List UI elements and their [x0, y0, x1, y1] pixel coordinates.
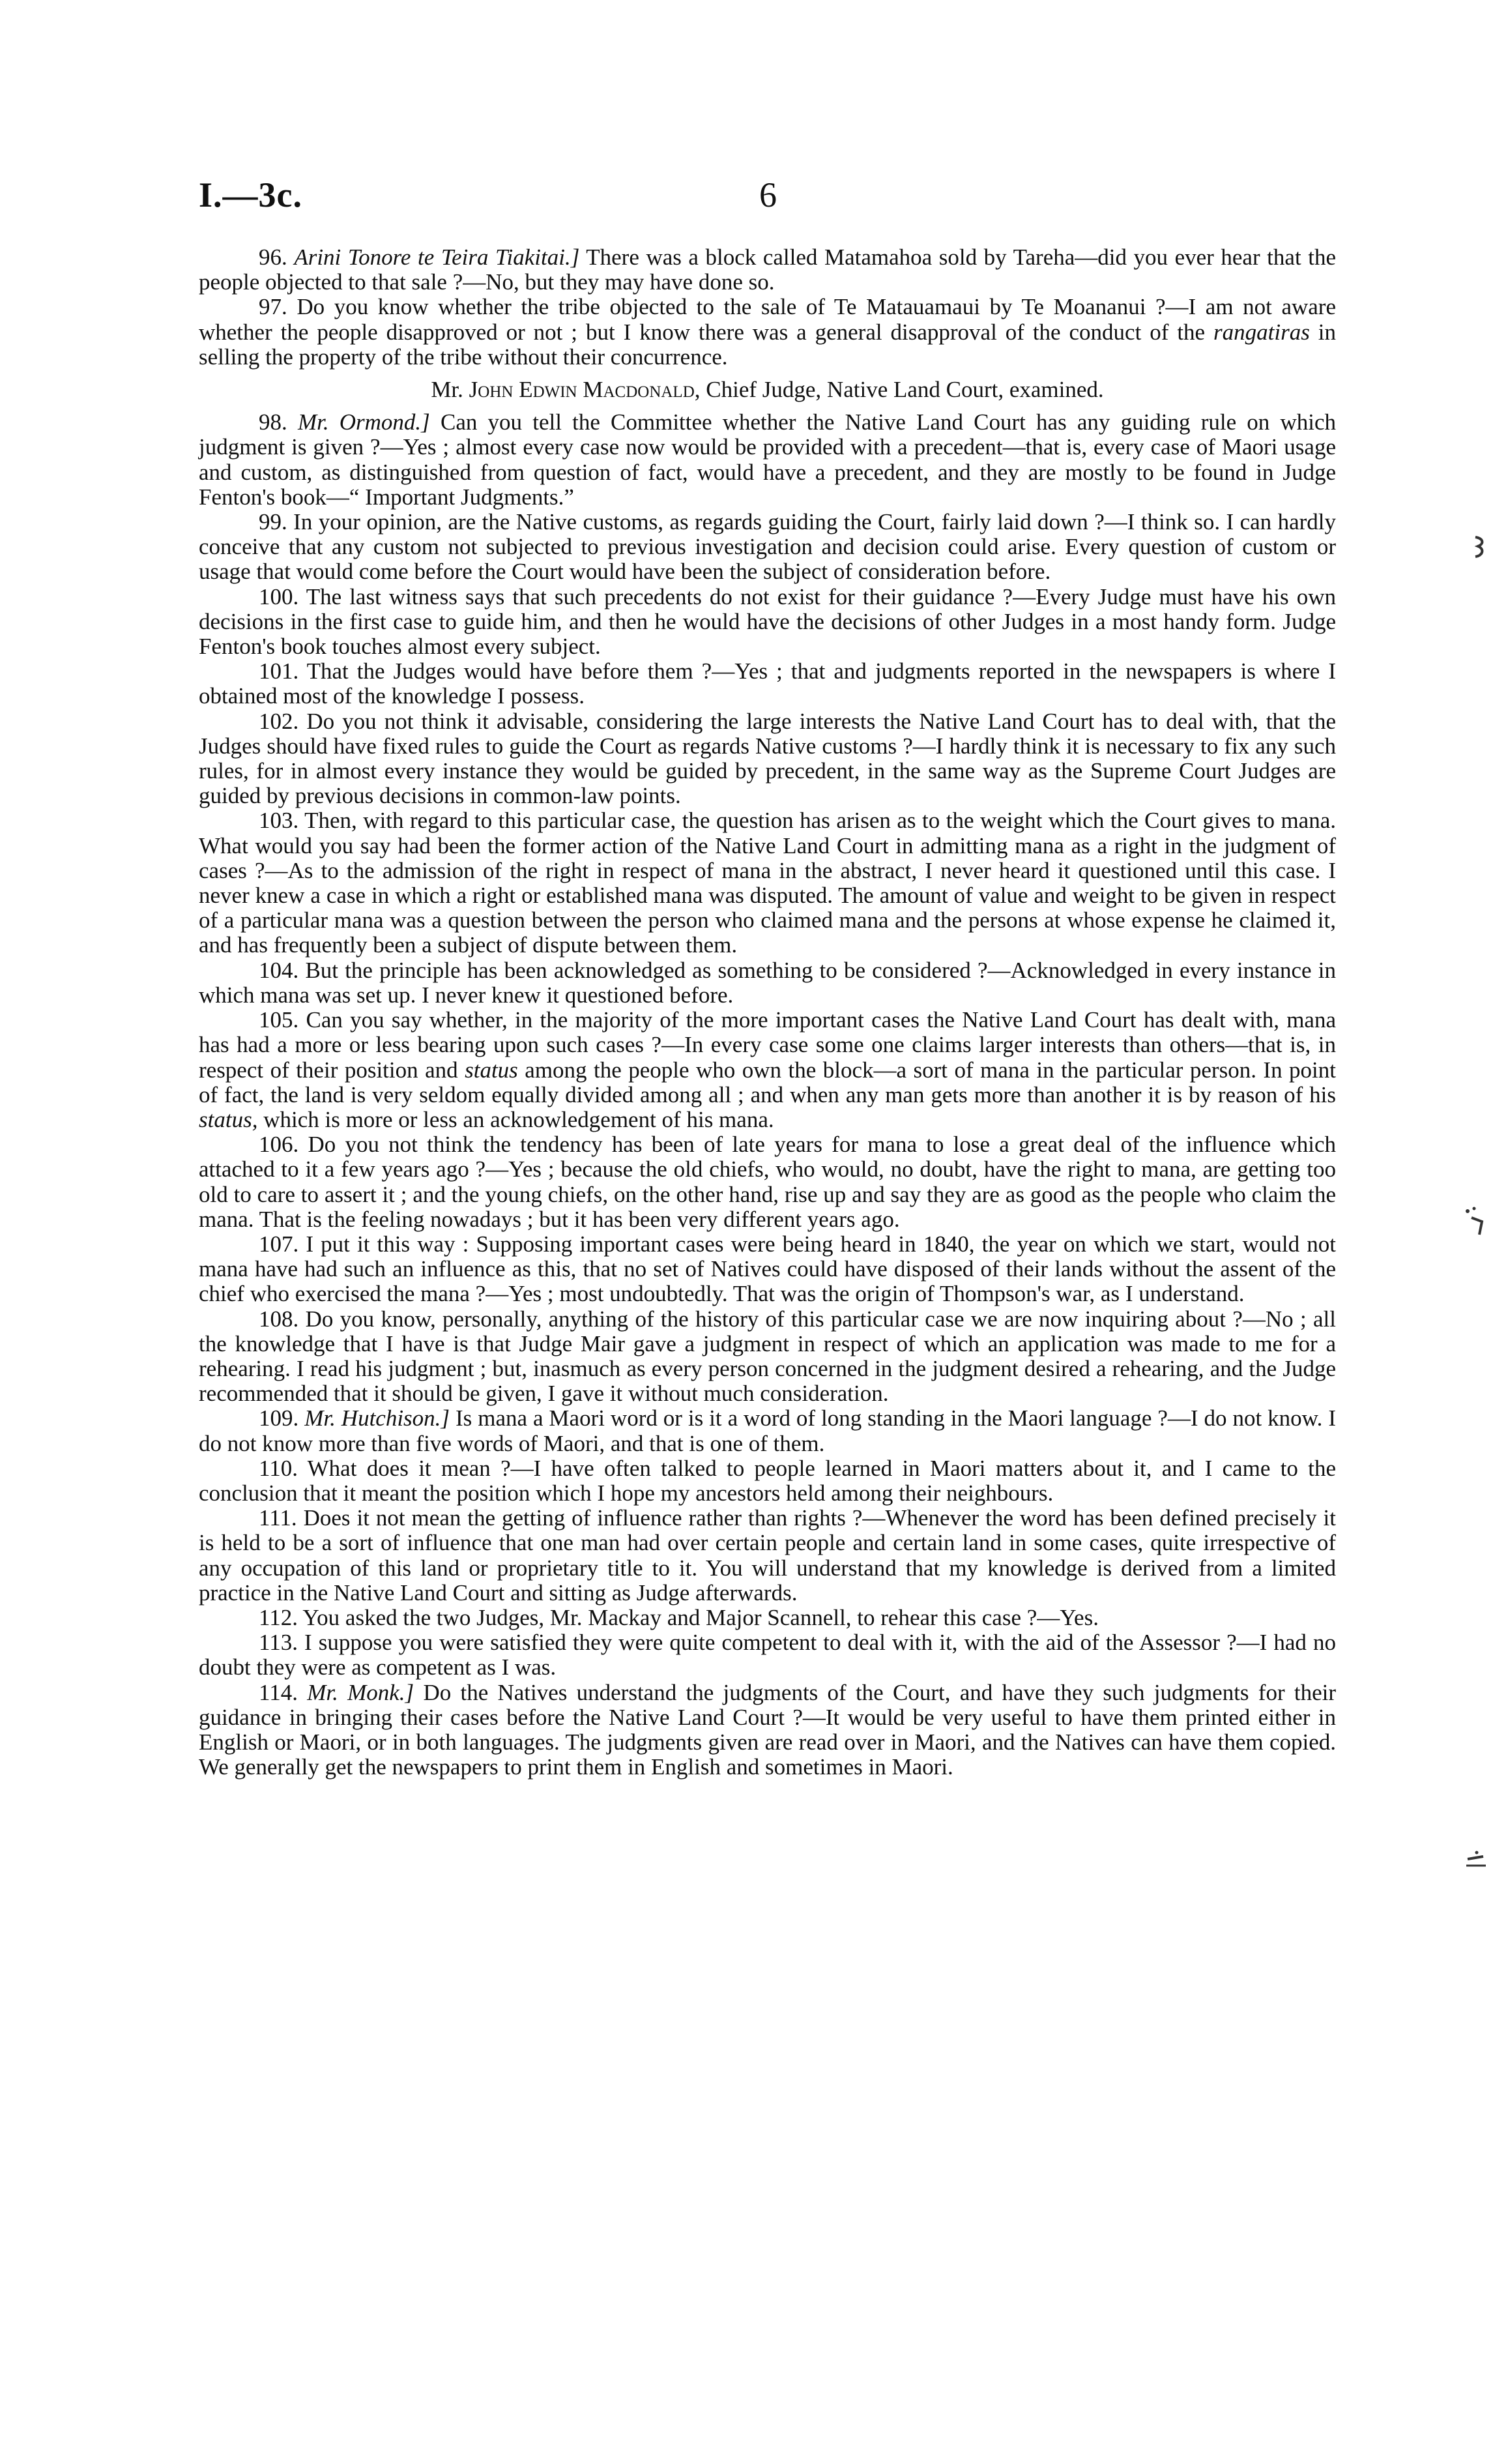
- speaker: Mr. Ormond.]: [297, 409, 430, 435]
- paragraph-text: Can you tell the Committee whether the Native Land Court has any guiding rule on which judgment is given ?—Yes ; almost every case now would be provided with a precedent—that is, every case of Maori usage and custom, as distinguished from question of fact, would have a precedent, and they are mostly to be found in Judge Fenton's book—“ Important Judgments.”: [199, 409, 1336, 510]
- question-number: 98.: [259, 409, 287, 435]
- question-number: 102.: [259, 708, 299, 734]
- question-paragraph-96: [199, 245, 1336, 295]
- question-paragraph-108: [199, 1307, 1336, 1407]
- document-body: [199, 245, 1336, 1780]
- page-number: 6: [759, 175, 777, 214]
- paragraph-text: Do you know, personally, anything of the history of this particular case we are now inquiring about ?—No ; all the knowledge that I have is that Judge Mair gave a judgment in respect of which an application was made to me for a rehearing. I read his judgment ; but, inasmuch as every person concerned in the judgment desired a rehearing, and the Judge recommended that it should be given, I gave it without much consideration.: [199, 1306, 1336, 1407]
- paragraph-text: Can you say whether, in the majority of the more important cases the Native Land Court has dealt with, mana has had a more or less bearing upon such cases ?—In every case some one claims larger interests than others—that is, in respect of their position and: [199, 1007, 1336, 1083]
- question-number: 107.: [259, 1231, 299, 1257]
- paragraph-text: Do you not think the tendency has been of late years for mana to lose a great deal of the influence which attached to it a few years ago ?—Yes ; because the old chiefs, who would, no doubt, have the right to mana, are getting too old to care to assert it ; and the young chiefs, on the other hand, rise up and say they are as good as the people who claim the mana. That is the feeling nowadays ; but it has been very different years ago.: [199, 1132, 1336, 1232]
- paragraph-text: in selling the property of the tribe without their concurrence.: [199, 319, 1336, 370]
- speaker: Arini Tonore te Teira Tiakitai.]: [294, 244, 580, 270]
- question-paragraph-98: [199, 410, 1336, 510]
- paragraph-text: The last witness says that such precedents do not exist for their guidance ?—Every Judge must have his own decisions in the first case to guide him, and then he would have the decisions of other Judges in a most handy form. Judge Fenton's book touches almost every subject.: [199, 583, 1336, 660]
- question-paragraph-102: [199, 709, 1336, 809]
- question-number: 114.: [259, 1679, 298, 1705]
- paragraph-text: What does it mean ?—I have often talked to people learned in Maori matters about it, and I came to the conclusion that it meant the position which I hope my ancestors held among their neighbours.: [199, 1455, 1336, 1506]
- question-paragraph-105: [199, 1008, 1336, 1132]
- question-paragraph-100: [199, 585, 1336, 660]
- question-number: 106.: [259, 1132, 299, 1158]
- question-number: 96.: [259, 244, 287, 270]
- document-reference: I.—3c.: [199, 175, 302, 214]
- question-paragraph-99: [199, 510, 1336, 585]
- paragraph-text: In your opinion, are the Native customs, as regards guiding the Court, fairly laid down ?—I think so. I can hardly conceive that any custom not subjected to previous investigation and decision could arise. Every question of custom or usage that would come before the Court would have been the subject of consideration before.: [199, 509, 1336, 585]
- question-paragraph-104: [199, 958, 1336, 1008]
- question-paragraph-109: [199, 1406, 1336, 1456]
- paragraph-text: among the people who own the block—a sort of mana in the particular person. In point of fact, the land is very seldom equally divided among all ; and when any man gets more than another it is by reason of his: [199, 1057, 1336, 1107]
- paragraph-text: Do you not think it advisable, considering the large interests the Native Land Court has to deal with, that the Judges should have fixed rules to guide the Court as regards Native customs ?—I hardly think it is necessary to fix any such rules, for in almost every instance they would be guided by precedent, in the same way as the Supreme Court Judges are guided by previous decisions in common-law points.: [199, 708, 1336, 809]
- question-number: 101.: [259, 658, 299, 684]
- page-header: [199, 175, 1333, 227]
- question-number: 97.: [259, 294, 287, 320]
- scan-artifact-mark: [1462, 1205, 1486, 1239]
- paragraph-text: Do you know whether the tribe objected to the sale of Te Matauamaui by Te Moananui ?—I am not aware whether the people disapproved or not ; but I know there was a general disapproval of the conduct of the: [199, 294, 1336, 345]
- question-number: 103.: [259, 808, 299, 834]
- paragraph-text: Then, with regard to this particular case, the question has arisen as to the weight which the Court gives to mana. What would you say had been the former action of the Native Land Court in admitting mana as a right in the judgment of cases ?—As to the admission of the right in respect of mana in the abstract, I never heard it questioned until this case. I never knew a case in which a right or established mana was disputed. The amount of value and weight to be given in respect of a particular mana was a question between the person who claimed mana and the persons at whose expense he claimed it, and has frequently been a subject of dispute between them.: [199, 808, 1336, 958]
- question-paragraph-97: [199, 295, 1336, 370]
- scan-artifact-mark: [1464, 1850, 1487, 1870]
- question-paragraph-110: [199, 1456, 1336, 1506]
- paragraph-text: Do the Natives understand the judgments of the Court, and have they such judgments for their guidance in bringing their cases before the Native Land Court ?—It would be very useful to have them printed either in English or Maori, or in both languages. The judgments given are read over in Maori, and the Natives can have them copied. We generally get the newspapers to print them in English and sometimes in Maori.: [199, 1679, 1337, 1780]
- question-number: 100.: [259, 583, 299, 609]
- italic-term: rangatiras: [1213, 319, 1310, 345]
- paragraph-text: Is mana a Maori word or is it a word of long standing in the Maori language ?—I do not know. I do not know more than five words of Maori, and that is one of them.: [199, 1405, 1336, 1456]
- question-paragraph-103: [199, 808, 1336, 958]
- paragraph-text: You asked the two Judges, Mr. Mackay and Major Scannell, to rehear this case ?—Yes.: [297, 1604, 1099, 1630]
- heading-suffix: Chief Judge, Native Land Court, examined.: [700, 377, 1104, 403]
- question-paragraph-114: [199, 1680, 1336, 1780]
- question-number: 99.: [259, 509, 287, 535]
- speaker: Mr. Hutchison.]: [304, 1405, 450, 1431]
- question-number: 113.: [259, 1630, 298, 1656]
- question-number: 112.: [259, 1604, 298, 1630]
- witness-name: John Edwin Macdonald,: [469, 377, 701, 403]
- question-paragraph-107: [199, 1232, 1336, 1307]
- paragraph-text: which is more or less an acknowledgement of his mana.: [257, 1106, 774, 1132]
- heading-prefix: Mr.: [431, 377, 469, 403]
- paragraph-text: Does it not mean the getting of influence rather than rights ?—Whenever the word has been defined precisely it is held to be a sort of influence that one man had over certain people and certain land in some cases, quite irrespective of any occupation of this land or proprietary title to it. You will understand that my knowledge is derived from a limited practice in the Native Land Court and sitting as Judge afterwards.: [199, 1505, 1336, 1606]
- scan-artifact-mark: [1473, 533, 1488, 559]
- paragraph-text: But the principle has been acknowledged as something to be considered ?—Acknowledged in every instance in which mana was set up. I never knew it questioned before.: [199, 957, 1336, 1008]
- question-number: 108.: [259, 1306, 299, 1332]
- question-number: 110.: [259, 1455, 298, 1481]
- question-number: 105.: [259, 1007, 299, 1033]
- italic-term: status,: [199, 1106, 258, 1132]
- paragraph-text: There was a block called Matamahoa sold by Tareha—did you ever hear that the people objected to that sale ?—No, but they may have done so.: [199, 244, 1336, 295]
- paragraph-text: That the Judges would have before them ?—Yes ; that and judgments reported in the newspapers is where I obtained most of the knowledge I possess.: [199, 658, 1336, 709]
- witness-heading: [199, 377, 1336, 402]
- speaker: Mr. Monk.]: [307, 1679, 414, 1705]
- italic-term: status: [465, 1057, 518, 1083]
- question-paragraph-101: [199, 659, 1336, 709]
- question-paragraph-111: [199, 1506, 1336, 1606]
- question-paragraph-106: [199, 1132, 1336, 1232]
- question-paragraph-112: [199, 1606, 1336, 1630]
- question-number: 111.: [259, 1505, 297, 1531]
- question-number: 109.: [259, 1405, 299, 1431]
- paragraph-text: I put it this way : Supposing important cases were being heard in 1840, the year on which we start, would not mana have had such an influence as this, that no set of Natives could have disposed of their lands without the assent of the chief who exercised the mana ?—Yes ; most undoubtedly. That was the origin of Thompson's war, as I understand.: [199, 1231, 1336, 1307]
- question-paragraph-113: [199, 1630, 1336, 1680]
- question-number: 104.: [259, 957, 299, 983]
- paragraph-text: I suppose you were satisfied they were quite competent to deal with it, with the aid of the Assessor ?—I had no doubt they were as competent as I was.: [199, 1630, 1336, 1680]
